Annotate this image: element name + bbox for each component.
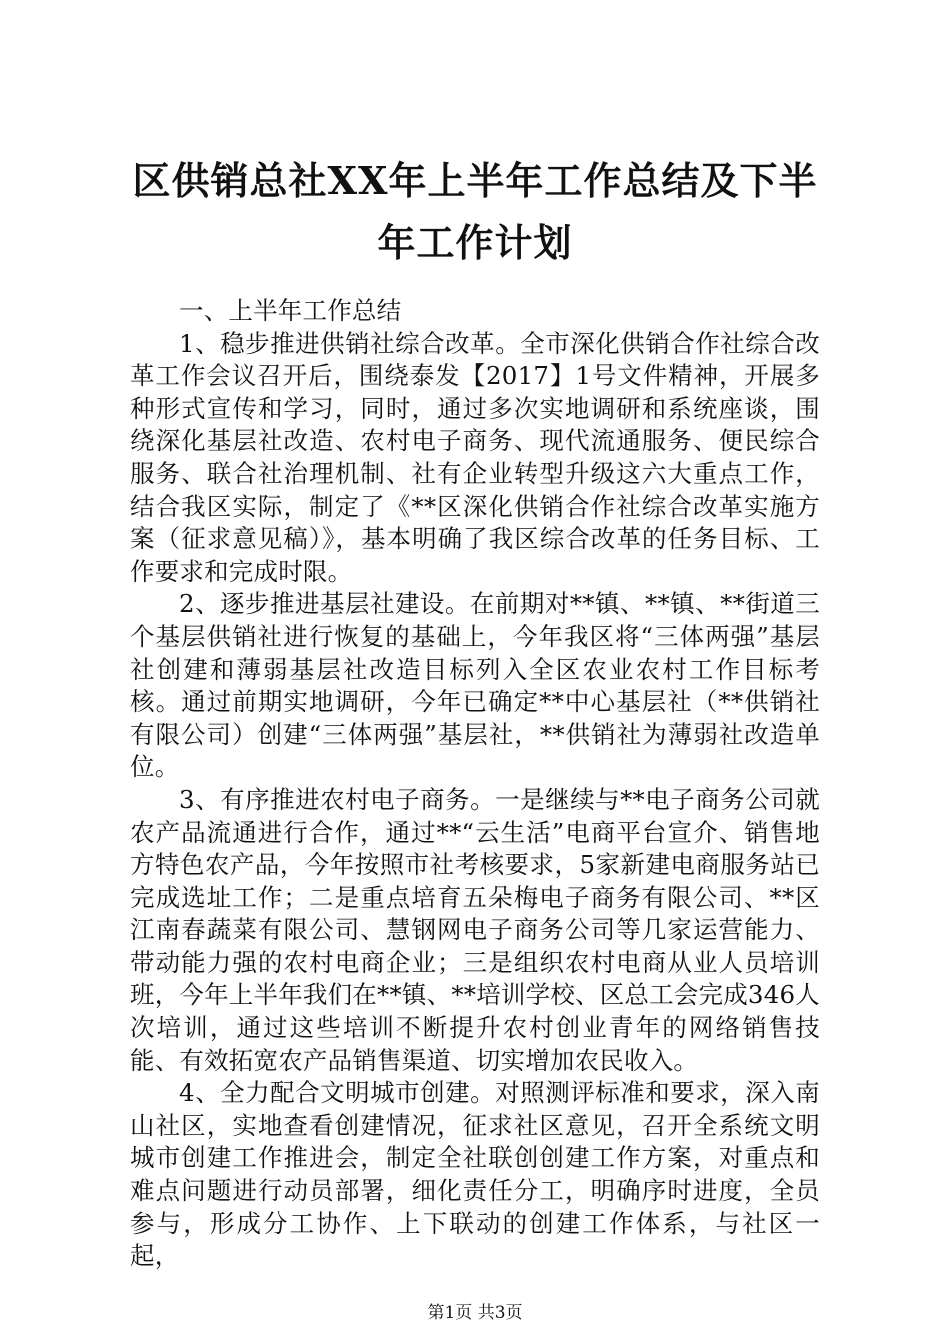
document-body <box>130 295 820 1273</box>
section-heading: 一、上半年工作总结 <box>179 296 402 325</box>
document-title: 区供销总社XX年上半年工作总结及下半年工作计划 <box>132 158 818 265</box>
paragraph: 3、有序推进农村电子商务。一是继续与**电子商务公司就农产品流通进行合作，通过**“云生活”电商平台宣介、销售地方特色农产品，今年按照市社考核要求，5家新建电商服务站已完成选址工作；二是重点培育五朵梅电子商务有限公司、**区江南春蔬菜有限公司、慧钢网电子商务公司等几家运营能力、带动能力强的农村电商企业；三是组织农村电商从业人员培训班，今年上半年我们在**镇、**培训学校、区总工会完成346人次培训，通过这些培训不断提升农村创业青年的网络销售技能、有效拓宽农产品销售渠道、切实增加农民收入。 <box>130 784 820 1075</box>
paragraph: 1、稳步推进供销社综合改革。全市深化供销合作社综合改革工作会议召开后，围绕泰发【2017】1号文件精神，开展多种形式宣传和学习，同时，通过多次实地调研和系统座谈，围绕深化基层社改造、农村电子商务、现代流通服务、便民综合服务、联合社治理机制、社有企业转型升级这六大重点工作，结合我区实际，制定了《**区深化供销合作社综合改革实施方案（征求意见稿）》，基本明确了我区综合改革的任务目标、工作要求和完成时限。 <box>130 328 820 586</box>
page-number-footer: 第1页 共3页 <box>427 1303 523 1323</box>
paragraph: 2、逐步推进基层社建设。在前期对**镇、**镇、**街道三个基层供销社进行恢复的基础上，今年我区将“三体两强”基层社创建和薄弱基层社改造目标列入全区农业农村工作目标考核。通过前期实地调研，今年已确定**中心基层社（**供销社有限公司）创建“三体两强”基层社，**供销社为薄弱社改造单位。 <box>130 589 820 782</box>
paragraph: 4、全力配合文明城市创建。对照测评标准和要求，深入南山社区，实地查看创建情况，征求社区意见，召开全系统文明城市创建工作推进会，制定全社联创创建工作方案，对重点和难点问题进行动员部署，细化责任分工，明确序时进度，全员参与，形成分工协作、上下联动的创建工作体系，与社区一起， <box>130 1078 820 1271</box>
